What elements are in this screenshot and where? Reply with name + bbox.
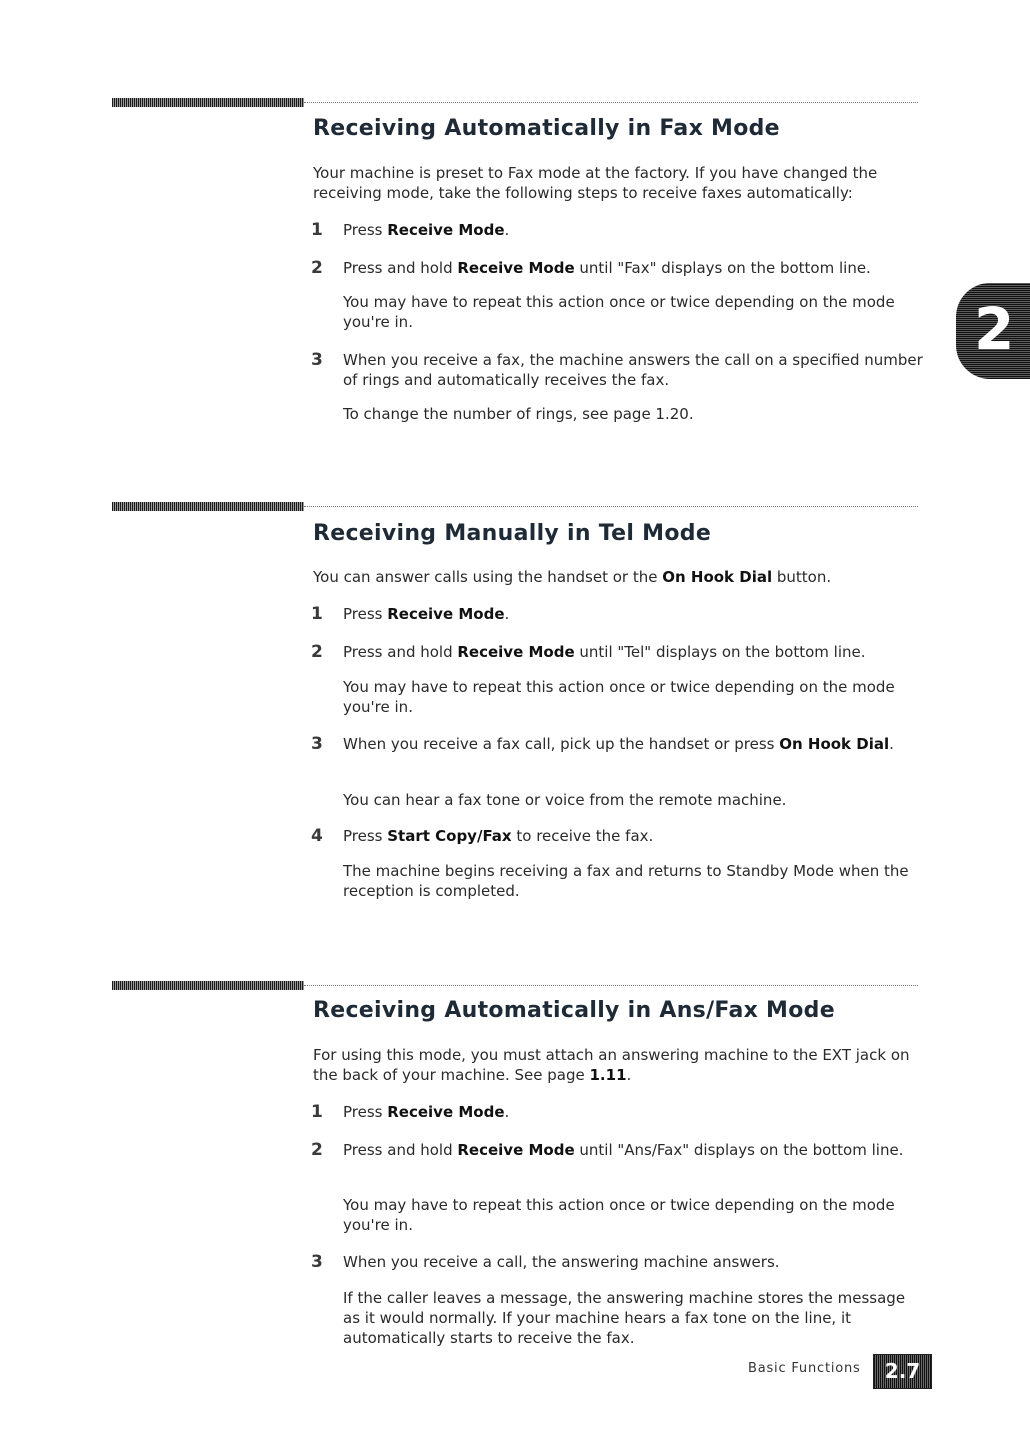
section-rule-block <box>112 502 304 511</box>
section-heading: Receiving Automatically in Ans/Fax Mode <box>313 998 835 1023</box>
chapter-number: 2 <box>974 295 1015 363</box>
step-number: 2 <box>311 1140 323 1160</box>
step-text: Press and hold Receive Mode until "Tel" displays on the bottom line. <box>343 643 866 661</box>
step-note: You may have to repeat this action once or twice depending on the mode you're in. <box>343 293 895 331</box>
page-number-badge <box>873 1354 932 1389</box>
step-text: Press and hold Receive Mode until "Ans/Fax" displays on the bottom line. <box>343 1141 904 1159</box>
step-text: Press Receive Mode. <box>343 1103 510 1121</box>
step-number: 1 <box>311 604 323 624</box>
step-text: When you receive a fax, the machine answers the call on a specified number of rings and automatically receives the fax. <box>343 351 923 389</box>
step-note: You may have to repeat this action once or twice depending on the mode you're in. <box>343 1196 895 1234</box>
section-intro: For using this mode, you must attach an answering machine to the EXT jack on the back of your machine. See page 1.11. <box>313 1046 910 1084</box>
step-text: Press Receive Mode. <box>343 605 510 623</box>
section-heading: Receiving Automatically in Fax Mode <box>313 116 780 141</box>
section-intro: Your machine is preset to Fax mode at the factory. If you have changed the receiving mode, take the following steps to receive faxes automatically: <box>313 164 878 202</box>
step-note: You may have to repeat this action once or twice depending on the mode you're in. <box>343 678 895 716</box>
section-rule-block <box>112 98 304 107</box>
footer-chapter-label: Basic Functions <box>748 1361 861 1376</box>
step-number: 1 <box>311 220 323 240</box>
page-number: 2.7 <box>884 1359 921 1383</box>
step-text: Press and hold Receive Mode until "Fax" displays on the bottom line. <box>343 259 871 277</box>
step-text: Press Receive Mode. <box>343 221 510 239</box>
chapter-tab <box>956 283 1030 379</box>
section-rule-block <box>112 981 304 990</box>
step-text: When you receive a fax call, pick up the handset or press On Hook Dial. <box>343 735 894 753</box>
section-rule-line <box>304 985 918 986</box>
section-heading: Receiving Manually in Tel Mode <box>313 521 712 546</box>
step-note: To change the number of rings, see page 1.20. <box>343 405 694 423</box>
step-number: 4 <box>311 826 323 846</box>
section-intro: You can answer calls using the handset or the On Hook Dial button. <box>313 568 832 586</box>
step-number: 2 <box>311 642 323 662</box>
step-note: If the caller leaves a message, the answering machine stores the message as it would normally. If your machine hears a fax tone on the line, it automatically starts to receive the fax. <box>343 1289 906 1347</box>
step-text: When you receive a call, the answering machine answers. <box>343 1253 780 1271</box>
step-number: 2 <box>311 258 323 278</box>
step-note: The machine begins receiving a fax and returns to Standby Mode when the reception is completed. <box>343 862 909 900</box>
step-number: 3 <box>311 1252 323 1272</box>
step-number: 3 <box>311 350 323 370</box>
step-text: Press Start Copy/Fax to receive the fax. <box>343 827 654 845</box>
step-number: 3 <box>311 734 323 754</box>
section-rule-line <box>304 506 918 507</box>
section-rule-line <box>304 102 918 103</box>
step-note: You can hear a fax tone or voice from the remote machine. <box>343 791 787 809</box>
step-number: 1 <box>311 1102 323 1122</box>
